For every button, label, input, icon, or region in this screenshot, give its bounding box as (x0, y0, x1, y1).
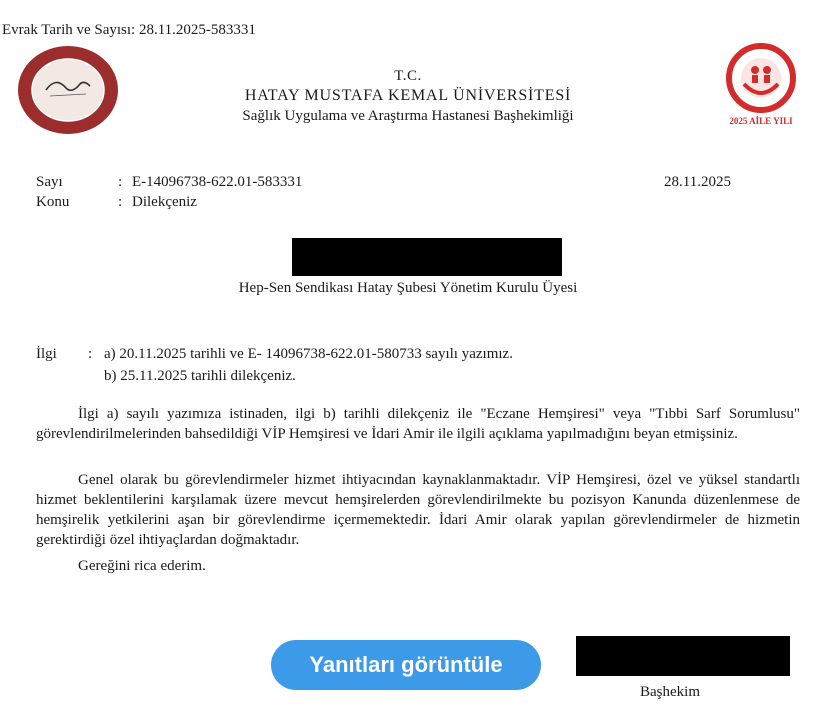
header-tc: T.C. (394, 68, 422, 84)
konu-label: Konu (36, 194, 70, 210)
recipient-title: Hep-Sen Sendikası Hatay Şubesi Yönetim Kurulu Üyesi (238, 280, 578, 296)
document-date: 28.11.2025 (664, 174, 731, 190)
konu-value: Dilekçeniz (132, 194, 197, 210)
document-ref-line: Evrak Tarih ve Sayısı: 28.11.2025-583331 (2, 22, 256, 38)
family-year-caption: 2025 AİLE YILI (729, 116, 793, 126)
header-hospital: Sağlık Uygulama ve Araştırma Hastanesi Başhekimliği (242, 108, 574, 124)
sayi-colon: : (118, 174, 123, 190)
ilgi-item-a: a) 20.11.2025 tarihli ve E- 14096738-622.01-580733 sayılı yazımız. (104, 346, 513, 362)
view-replies-button[interactable]: Yanıtları görüntüle (271, 640, 541, 690)
signer-title: Başhekim (640, 684, 700, 700)
sayi-value: E-14096738-622.01-583331 (132, 174, 303, 190)
header-university: HATAY MUSTAFA KEMAL ÜNİVERSİTESİ (244, 87, 572, 104)
body-paragraph-3: Gereğini rica ederim. (78, 558, 206, 574)
redacted-recipient-name (292, 238, 562, 276)
konu-colon: : (118, 194, 123, 210)
body-paragraph-2: Genel olarak bu görevlendirmeler hizmet ihtiyacından kaynaklanmaktadır. VİP Hemşiresi, özel ve yüksel standartlı hizmet beklentilerini karşılamak üzere mevcut hemşirelerden görevlendirilmekte bu pozisyon Kanunda düzenlenmese de hemşirelik yetkilerini aşan bir görevlendirme içermemektedir. İdari Amir olarak yapılan görevlendirmeler de hizmetin gerektirdiği özel ihtiyaçlardan doğmaktadır. (36, 472, 800, 548)
body-paragraph-1: İlgi a) sayılı yazımıza istinaden, ilgi b) tarihli dilekçeniz ile "Eczane Hemşiresi" veya "Tıbbi Sarf Sorumlusu" görevlendirilmelerinden bahsedildiği VİP Hemşiresi ve İdari Amir ile ilgili açıklama yapılmadığını beyan etmişsiniz. (36, 406, 800, 442)
ilgi-label: İlgi (36, 346, 57, 362)
redacted-signature (576, 636, 790, 676)
ilgi-item-b: b) 25.11.2025 tarihli dilekçeniz. (104, 368, 296, 384)
ilgi-colon: : (88, 346, 93, 362)
sayi-label: Sayı (36, 174, 63, 190)
